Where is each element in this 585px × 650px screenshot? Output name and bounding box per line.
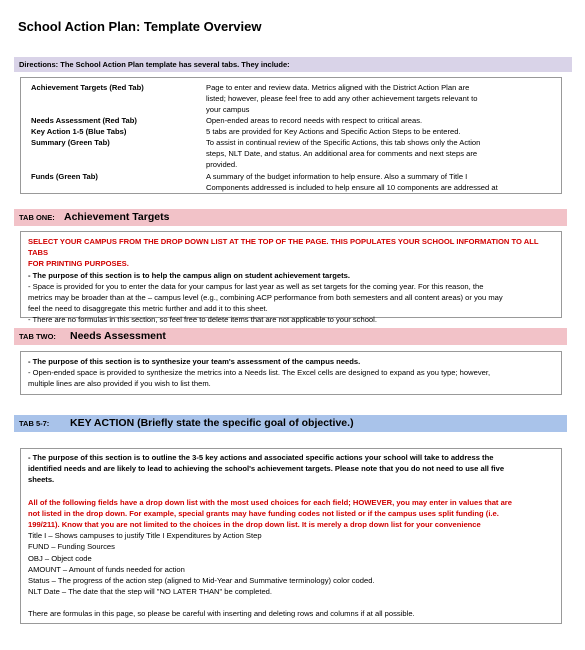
tab-one-purpose: - The purpose of this section is to help the campus align on student achievement targets. [28, 270, 350, 280]
tab-57-field-line: OBJ – Object code [28, 553, 92, 563]
tab-57-box [20, 448, 562, 624]
overview-desc-line: Components addressed is included to help ensure all 10 components are addressed at [206, 183, 498, 193]
tab-57-red-line: not listed in the drop down. For example, special grants may have funding codes not listed or if the campus uses split funding (i.e. [28, 508, 499, 518]
tab-57-heading: KEY ACTION (Briefly state the specific goal of objective.) [70, 417, 354, 429]
tab-57-tag: TAB 5-7: [19, 419, 50, 428]
tab-57-header [14, 415, 567, 432]
directions-bar: Directions: The School Action Plan template has several tabs. They include: [14, 57, 572, 72]
tab-two-purpose: - The purpose of this section is to synthesize your team's assessment of the campus needs. [28, 357, 361, 366]
tab-57-purpose-line: identified needs and are likely to lead to achieving the school's achievement targets. Please note that you do not need to use all five [28, 464, 505, 474]
tab-two-line: - Open-ended space is provided to synthesize the metrics into a Needs list. The Excel cells are designed to expand as you type; however, [28, 368, 491, 378]
overview-desc [206, 115, 554, 126]
overview-desc-line: A summary of the budget information to help ensure. Also a summary of Title I [206, 172, 468, 181]
tab-two-line: multiple lines are also provided if you wish to list them. [28, 379, 211, 389]
overview-desc-line: listed; however, please feel free to add any other achievement targets relevant to [206, 94, 478, 104]
overview-desc-line: your campus [206, 105, 250, 115]
overview-box [20, 77, 562, 194]
overview-label: Summary (Green Tab) [31, 138, 110, 147]
overview-desc-line: To assist in continual review of the Specific Actions, this tab shows only the Action [206, 138, 481, 147]
overview-desc-line: Page to enter and review data. Metrics aligned with the District Action Plan are [206, 83, 470, 92]
page-title: School Action Plan: Template Overview [18, 19, 262, 34]
tab-57-content [28, 452, 553, 620]
tab-57-field-line: Title I – Shows campuses to justify Title I Expenditures by Action Step [28, 531, 262, 541]
tab-one-heading: Achievement Targets [64, 211, 170, 223]
tab-two-box [20, 351, 562, 395]
tab-one-line: metrics may be broader than at the – campus level (e.g., combining ACP performance from both semesters and all content areas) or you may [28, 293, 503, 303]
tab-one-box [20, 231, 562, 325]
tab-two-heading: Needs Assessment [70, 330, 166, 342]
tab-57-red-line: All of the following fields have a drop down list with the most used choices for each field; HOWEVER, you may enter in values that are [28, 497, 512, 507]
tab-one-red-line: FOR PRINTING PURPOSES. [28, 259, 129, 269]
overview-desc-line: provided. [206, 160, 238, 170]
tab-one-line: - Space is provided for you to enter the data for your campus for last year as well as set targets for the coming year. For this reason, the [28, 281, 484, 291]
tab-57-red-line: 199/211). Know that you are not limited to the choices in the drop down list. It is merely a drop down list for your convenience [28, 520, 481, 530]
overview-desc [206, 126, 554, 137]
spacer [28, 486, 553, 497]
tab-57-purpose-line: - The purpose of this section is to outline the 3-5 key actions and associated specific actions your school will take to address the [28, 453, 494, 462]
overview-desc [206, 137, 554, 171]
tab-one-line: feel the need to disaggregate this metric further and add it to this sheet. [28, 304, 268, 314]
overview-desc-line: steps, NLT Date, and status. An additional area for comments and next steps are [206, 149, 478, 159]
overview-label: Key Action 1-5 (Blue Tabs) [31, 127, 127, 136]
tab-57-field-line: AMOUNT – Amount of funds needed for action [28, 564, 185, 574]
overview-desc-line: 5 tabs are provided for Key Actions and Specific Action Steps to be entered. [206, 127, 461, 136]
overview-desc [206, 82, 554, 116]
spacer [28, 597, 553, 608]
tab-57-field-line: FUND – Funding Sources [28, 542, 115, 552]
tab-57-field-line: Status – The progress of the action step (aligned to Mid-Year and Summative terminology) color coded. [28, 576, 375, 586]
overview-label: Needs Assessment (Red Tab) [31, 116, 137, 125]
overview-desc-line: Open-ended areas to record needs with respect to critical areas. [206, 116, 423, 125]
tab-one-red-line: SELECT YOUR CAMPUS FROM THE DROP DOWN LIST AT THE TOP OF THE PAGE. THIS POPULATES YOUR SCHOOL INFORMATION TO ALL TABS [28, 237, 539, 258]
overview-desc [206, 171, 554, 193]
tab-two-tag: TAB TWO: [19, 332, 56, 341]
tab-one-header [14, 209, 567, 226]
tab-57-footer: There are formulas in this page, so please be careful with inserting and deleting rows and columns if at all possible. [28, 609, 415, 619]
overview-label: Funds (Green Tab) [31, 172, 98, 181]
tab-two-header [14, 328, 567, 345]
overview-label: Achievement Targets (Red Tab) [31, 83, 144, 92]
tab-57-field-line: NLT Date – The date that the step will "NO LATER THAN" be completed. [28, 587, 273, 597]
tab-one-content [28, 236, 553, 326]
tab-two-content [28, 356, 553, 390]
tab-57-purpose-line: sheets. [28, 475, 55, 485]
tab-one-line: - There are no formulas in this section, so feel free to delete items that are not applicable to your school. [28, 315, 377, 325]
tab-one-tag: TAB ONE: [19, 213, 55, 222]
